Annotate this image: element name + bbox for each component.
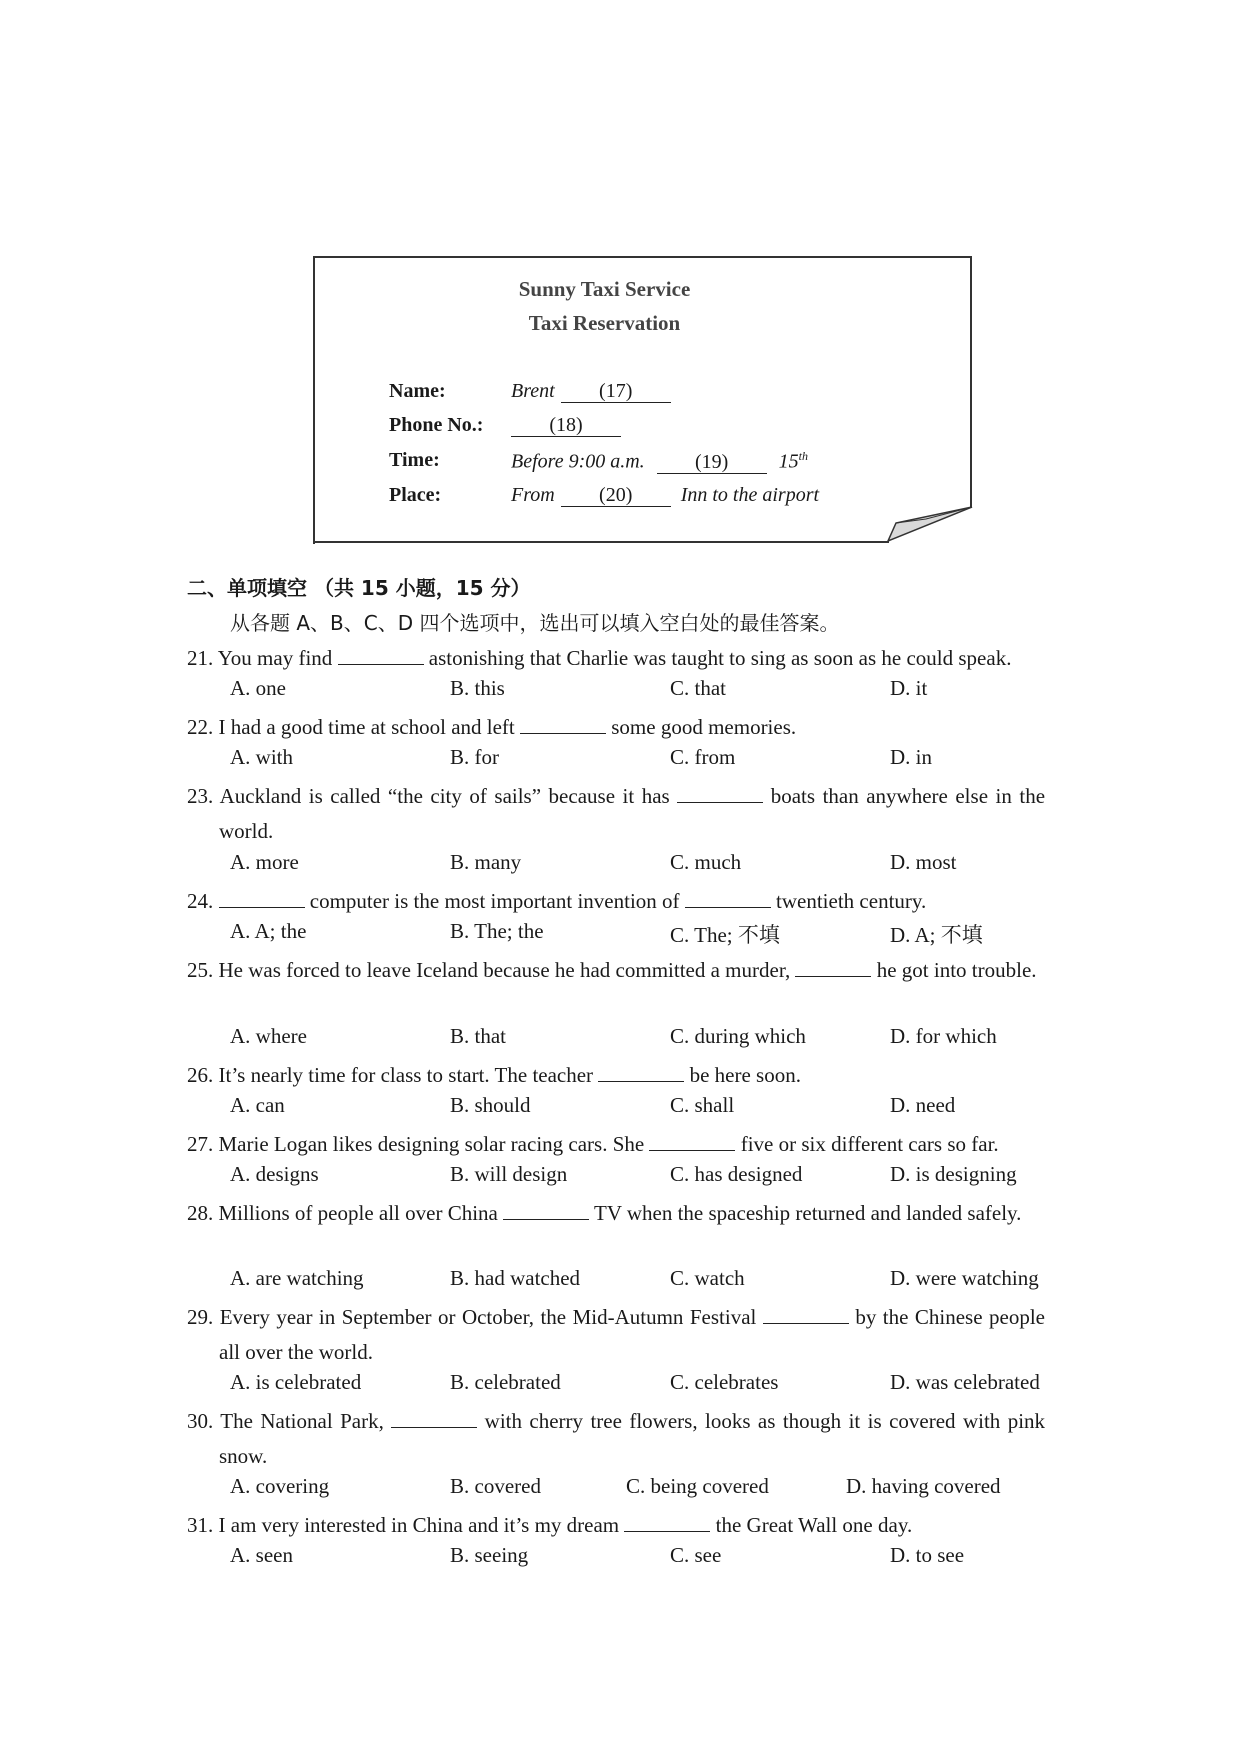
option-b: B. covered: [450, 1474, 541, 1498]
row-value: Before 9:00 a.m. (19) 15th: [511, 449, 809, 473]
answer-blank: [649, 1132, 735, 1151]
row-value: Brent (17): [511, 380, 677, 403]
row-label: Phone No.:: [389, 414, 484, 436]
option-a: A. designs: [230, 1162, 319, 1186]
option-c: C. from: [670, 745, 736, 769]
question-text: 28. Millions of people all over China TV when the spaceship returned and landed safely.: [187, 1201, 1022, 1225]
option-a: A. more: [230, 850, 299, 874]
question-text: 30. The National Park, with cherry tree flowers, looks as though it is covered with pink snow.: [187, 1409, 1046, 1468]
card-title: Sunny Taxi Service: [518, 277, 691, 301]
question-text: 26. It’s nearly time for class to start. The teacher be here soon.: [187, 1063, 801, 1087]
question-29: [187, 1300, 1045, 1369]
card-border-right: [970, 256, 972, 508]
question-text: 29. Every year in September or October, the Mid-Autumn Festival by the Chinese people all over the world.: [187, 1305, 1045, 1364]
section-instruction: 从各题 A、B、C、D 四个选项中，选出可以填入空白处的最佳答案。: [230, 611, 840, 635]
row-label: Time:: [389, 449, 440, 471]
blank-20: (20): [561, 484, 671, 507]
blank-18: (18): [511, 414, 621, 437]
option-b: B. seeing: [450, 1543, 529, 1567]
row-value: [511, 414, 627, 437]
option-a: A. covering: [230, 1474, 330, 1498]
option-c: C. much: [670, 850, 742, 874]
question-28: [187, 1196, 1045, 1231]
option-c: C. during which: [670, 1024, 806, 1048]
option-d: D. having covered: [846, 1474, 1001, 1498]
option-b: B. that: [450, 1024, 506, 1048]
option-c: C. watch: [670, 1266, 745, 1290]
option-c: C. celebrates: [670, 1370, 779, 1394]
question-text: 22. I had a good time at school and left some good memories.: [187, 715, 797, 739]
row-value: From (20) Inn to the airport: [511, 484, 820, 506]
question-22: [187, 710, 1045, 745]
answer-blank-2: [685, 889, 771, 908]
answer-blank: [503, 1201, 589, 1220]
option-c: C. that: [670, 676, 726, 700]
card-border-bottom: [313, 541, 889, 543]
answer-blank: [624, 1513, 710, 1532]
question-25: [187, 953, 1045, 988]
option-c: C. The; 不填: [670, 923, 780, 947]
option-b: B. for: [450, 745, 499, 769]
question-23: [187, 779, 1045, 848]
question-text: 24. computer is the most important invention of twentieth century.: [187, 889, 927, 913]
answer-blank: [520, 715, 606, 734]
question-21: [187, 641, 1045, 676]
question-text: 27. Marie Logan likes designing solar racing cars. She five or six different cars so far.: [187, 1132, 999, 1156]
option-d: D. it: [890, 676, 928, 700]
option-a: A. with: [230, 745, 293, 769]
question-27: [187, 1127, 1045, 1162]
option-a: A. seen: [230, 1543, 293, 1567]
option-d: D. A; 不填: [890, 923, 983, 947]
question-text: 31. I am very interested in China and it’s my dream the Great Wall one day.: [187, 1513, 913, 1537]
option-b: B. this: [450, 676, 505, 700]
option-d: D. most: [890, 850, 957, 874]
option-d: D. to see: [890, 1543, 965, 1567]
option-d: D. in: [890, 745, 932, 769]
option-d: D. need: [890, 1093, 956, 1117]
question-text: 23. Auckland is called “the city of sails” because it has boats than anywhere else in the world.: [187, 784, 1046, 843]
option-b: B. should: [450, 1093, 531, 1117]
option-b: B. will design: [450, 1162, 568, 1186]
blank-17: (17): [561, 380, 671, 403]
option-a: A. one: [230, 676, 286, 700]
option-a: A. is celebrated: [230, 1370, 362, 1394]
card-subtitle: Taxi Reservation: [528, 311, 681, 335]
row-label: Place:: [389, 484, 442, 506]
option-a: A. can: [230, 1093, 285, 1117]
answer-blank: [598, 1063, 684, 1082]
answer-blank: [763, 1305, 849, 1324]
answer-blank: [391, 1409, 477, 1428]
option-b: B. many: [450, 850, 522, 874]
answer-blank: [338, 646, 424, 665]
option-b: B. celebrated: [450, 1370, 561, 1394]
option-a: A. A; the: [230, 919, 307, 943]
option-d: D. were watching: [890, 1266, 1039, 1290]
option-d: D. is designing: [890, 1162, 1017, 1186]
option-a: A. where: [230, 1024, 307, 1048]
option-a: A. are watching: [230, 1266, 364, 1290]
option-d: D. for which: [890, 1024, 997, 1048]
question-24: [187, 884, 1045, 919]
question-text: 25. He was forced to leave Iceland because he had committed a murder, he got into trouble.: [187, 958, 1037, 982]
answer-blank: [677, 784, 763, 803]
option-c: C. shall: [670, 1093, 735, 1117]
page-curl-icon: [886, 505, 976, 545]
question-26: [187, 1058, 1045, 1093]
blank-19: (19): [657, 451, 767, 474]
option-c: C. see: [670, 1543, 722, 1567]
row-label: Name:: [389, 380, 446, 402]
option-c: C. has designed: [670, 1162, 803, 1186]
answer-blank: [795, 958, 871, 977]
option-b: B. had watched: [450, 1266, 581, 1290]
option-b: B. The; the: [450, 919, 544, 943]
question-text: 21. You may find astonishing that Charlie was taught to sing as soon as he could speak.: [187, 646, 1012, 670]
question-31: [187, 1508, 1045, 1543]
section-heading: 二、单项填空 （共 15 小题，15 分）: [187, 576, 531, 600]
option-c: C. being covered: [626, 1474, 769, 1498]
answer-blank-1: [219, 889, 305, 908]
option-d: D. was celebrated: [890, 1370, 1040, 1394]
question-30: [187, 1404, 1045, 1473]
